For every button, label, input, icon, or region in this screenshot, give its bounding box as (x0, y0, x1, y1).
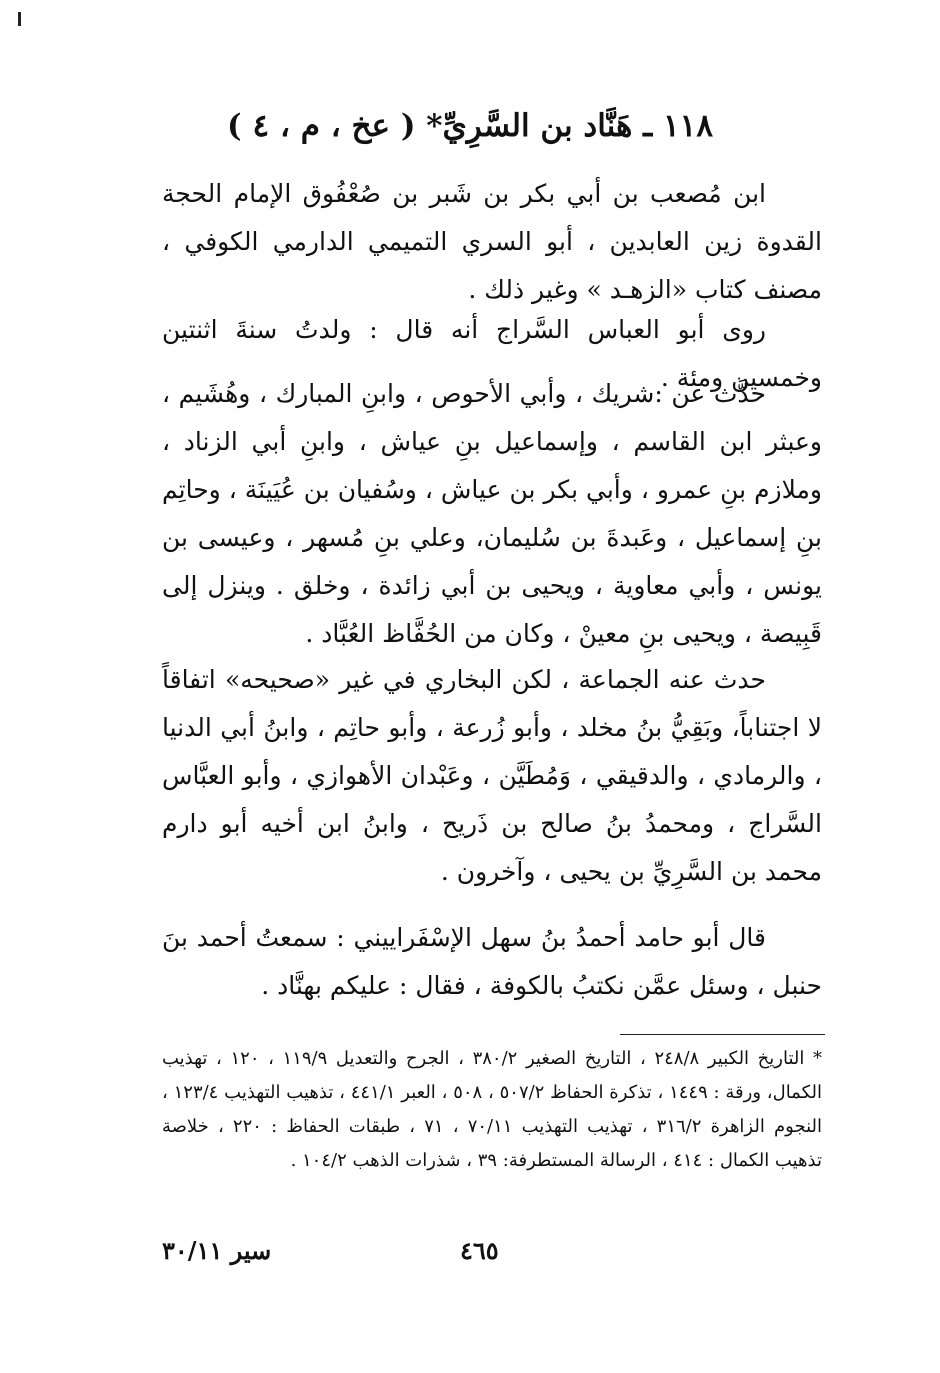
paragraph-text: قال أبو حامد أحمدُ بنُ سهل الإسْفَراييني : سمعتُ أحمد بنَ حنبل ، وسئل عمَّن نكتبُ بالكوفة ، فقال : عليكم بهنَّاد . (162, 923, 822, 1000)
paragraph-praise (162, 914, 822, 1010)
paragraph-text: ابن مُصعب بن أبي بكر بن شَبر بن صُعْفُوق الإمام الحجة القدوة زين العابدين ، أبو السري التميمي الدارمي الكوفي ، مصنف كتاب «الزهـد » وغير ذلك . (162, 179, 822, 304)
volume-signature: سير ٣٠/١١ (162, 1236, 272, 1265)
corner-mark (18, 12, 21, 26)
biography-title: ١١٨ ـ هَنَّاد بن السَّرِيِّ* ( عخ ، م ، ٤ ) (227, 108, 713, 144)
page-footer (162, 1236, 822, 1276)
footnote-divider (620, 1034, 825, 1035)
paragraph-text: حدث عنه الجماعة ، لكن البخاري في غير «صحيحه» اتفاقاً لا اجتناباً، وبَقِيُّ بنُ مخلد ، وأبو زُرعة ، وأبو حاتِم ، وابنُ أبي الدنيا ، والرمادي ، والدقيقي ، وَمُطَيَّن ، وعَبْدان الأهوازي ، وأبو العبَّاس السَّراج ، ومحمدُ بنُ صالح بن ذَريح ، وابنُ ابن أخيه أبو دارم محمد بن السَّرِيِّ بن يحيى ، وآخرون . (162, 665, 822, 886)
page-number: ٤٦٥ (460, 1236, 499, 1265)
paragraph-teachers (162, 370, 822, 658)
footnote-sources: * التاريخ الكبير ٢٤٨/٨ ، التاريخ الصغير ٣٨٠/٢ ، الجرح والتعديل ١١٩/٩ ، ١٢٠ ، تهذيب الكمال، ورقة : ١٤٤٩ ، تذكرة الحفاظ ٥٠٧/٢ ، ٥٠٨ ، العبر ٤٤١/١ ، تذهيب التهذيب ١٢٣/٤ ، النجوم الزاهرة ٣١٦/٢ ، تهذيب التهذيب ٧٠/١١ ، ٧١ ، طبقات الحفاظ : ٢٢٠ ، خلاصة تذهيب الكمال : ٤١٤ ، الرسالة المستطرفة: ٣٩ ، شذرات الذهب ١٠٤/٢ . (162, 1048, 823, 1171)
footnotes (162, 1042, 822, 1178)
paragraph-text: حدَّث عن :شريك ، وأبي الأحوص ، وابنِ المبارك ، وهُشَيم ، وعبثر ابن القاسم ، وإسماعيل بنِ عياش ، وابنِ أبي الزناد ، وملازم بنِ عمرو ، وأبي بكر بن عياش ، وسُفيان بن عُيَينَة ، وحاتِم بنِ إسماعيل ، وعَبدةَ بن سُليمان، وعلي بنِ مُسهر ، وعيسى بن يونس ، وأبي معاوية ، ويحيى بن أبي زائدة ، وخلق . وينزل إلى قَبِيصة ، ويحيى بنِ معينْ ، وكان من الحُفَّاظ العُبَّاد . (162, 379, 822, 648)
paragraph-students (162, 656, 822, 896)
paragraph-text: روى أبو العباس السَّراج أنه قال : ولدتُ سنةَ اثنتين وخمسين ومئة . (162, 315, 822, 392)
paragraph-lineage (162, 170, 822, 314)
